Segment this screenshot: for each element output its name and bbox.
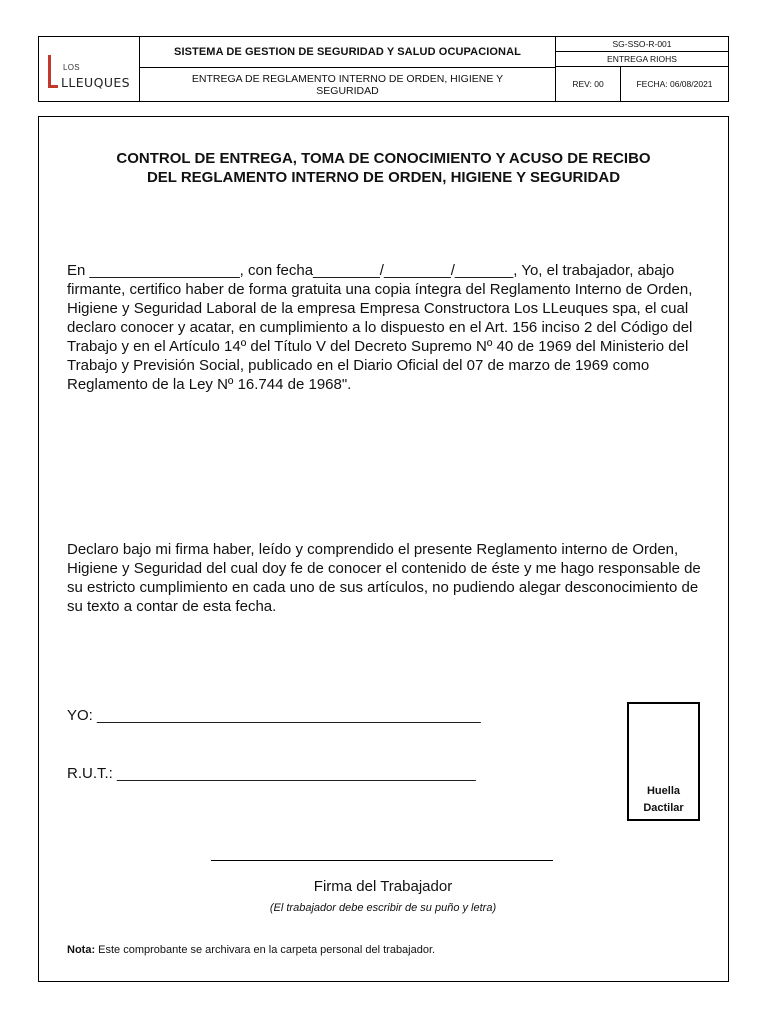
form-title-line2: DEL REGLAMENTO INTERNO DE ORDEN, HIGIENE Y SEGURIDAD	[146, 169, 621, 186]
document-header	[38, 36, 729, 102]
logo-name-text: LLEUQUES	[61, 75, 130, 90]
doc-date: FECHA: 06/08/2021	[636, 79, 713, 89]
revision-row	[556, 67, 728, 101]
form-body	[38, 116, 729, 982]
footer-note-label: Nota:	[67, 944, 96, 956]
doc-code: SG-SSO-R-001	[556, 37, 728, 52]
form-title	[39, 149, 728, 187]
signature-note: (El trabajador debe escribir de su puño y letra)	[269, 902, 497, 914]
doc-title: ENTREGA DE REGLAMENTO INTERNO DE ORDEN, HIGIENE Y SEGURIDAD	[191, 72, 504, 97]
revision: REV: 00	[556, 67, 621, 101]
rut-field[interactable]: R.U.T.: ___________________________________________	[67, 765, 476, 782]
fingerprint-box	[627, 702, 700, 821]
logo-small-text: LOS	[63, 63, 80, 72]
signature-line[interactable]	[211, 860, 553, 861]
header-meta	[556, 37, 728, 101]
company-logo	[39, 37, 140, 101]
header-titles	[140, 37, 556, 101]
name-field[interactable]: YO: ______________________________________________	[67, 707, 481, 724]
footer-note	[67, 944, 435, 956]
form-title-line1: CONTROL DE ENTREGA, TOMA DE CONOCIMIENTO Y ACUSO DE RECIBO	[116, 150, 651, 167]
declaration-paragraph: Declaro bajo mi firma haber, leído y comprendido el presente Reglamento interno de Orden, Higiene y Seguridad del cual doy fe de conocer el contenido de éste y me hago responsable de su estricto cumplimiento en cada uno de sus artículos, no pudiendo alegar desconocimiento de su texto a contar de esta fecha.	[67, 541, 701, 615]
fingerprint-label-line2: Dactilar	[643, 802, 684, 814]
signature-label: Firma del Trabajador	[313, 878, 453, 895]
logo-l-icon	[48, 55, 58, 88]
doc-code-name: ENTREGA RIOHS	[556, 52, 728, 67]
fingerprint-label	[629, 783, 698, 817]
system-title: SISTEMA DE GESTION DE SEGURIDAD Y SALUD OCUPACIONAL	[140, 37, 555, 68]
footer-note-text: Este comprobante se archivara en la carpeta personal del trabajador.	[95, 944, 436, 956]
fingerprint-label-line1: Huella	[646, 785, 680, 797]
certification-paragraph: En __________________, con fecha________/________/_______, Yo, el trabajador, abajo firmante, certifico haber de forma gratuita una copia íntegra del Reglamento Interno de Orden, Higiene y Seguridad Laboral de la empresa Empresa Constructora Los LLeuques spa, el cual declaro conocer y acatar, en cumplimiento a lo dispuesto en el Art. 156 inciso 2 del Código del Trabajo y en el Artículo 14º del Título V del Decreto Supremo Nº 40 de 1969 del Ministerio del Trabajo y Previsión Social, publicado en el Diario Oficial del 07 de marzo de 1969 como Reglamento de la Ley Nº 16.744 de 1968".	[67, 262, 693, 393]
